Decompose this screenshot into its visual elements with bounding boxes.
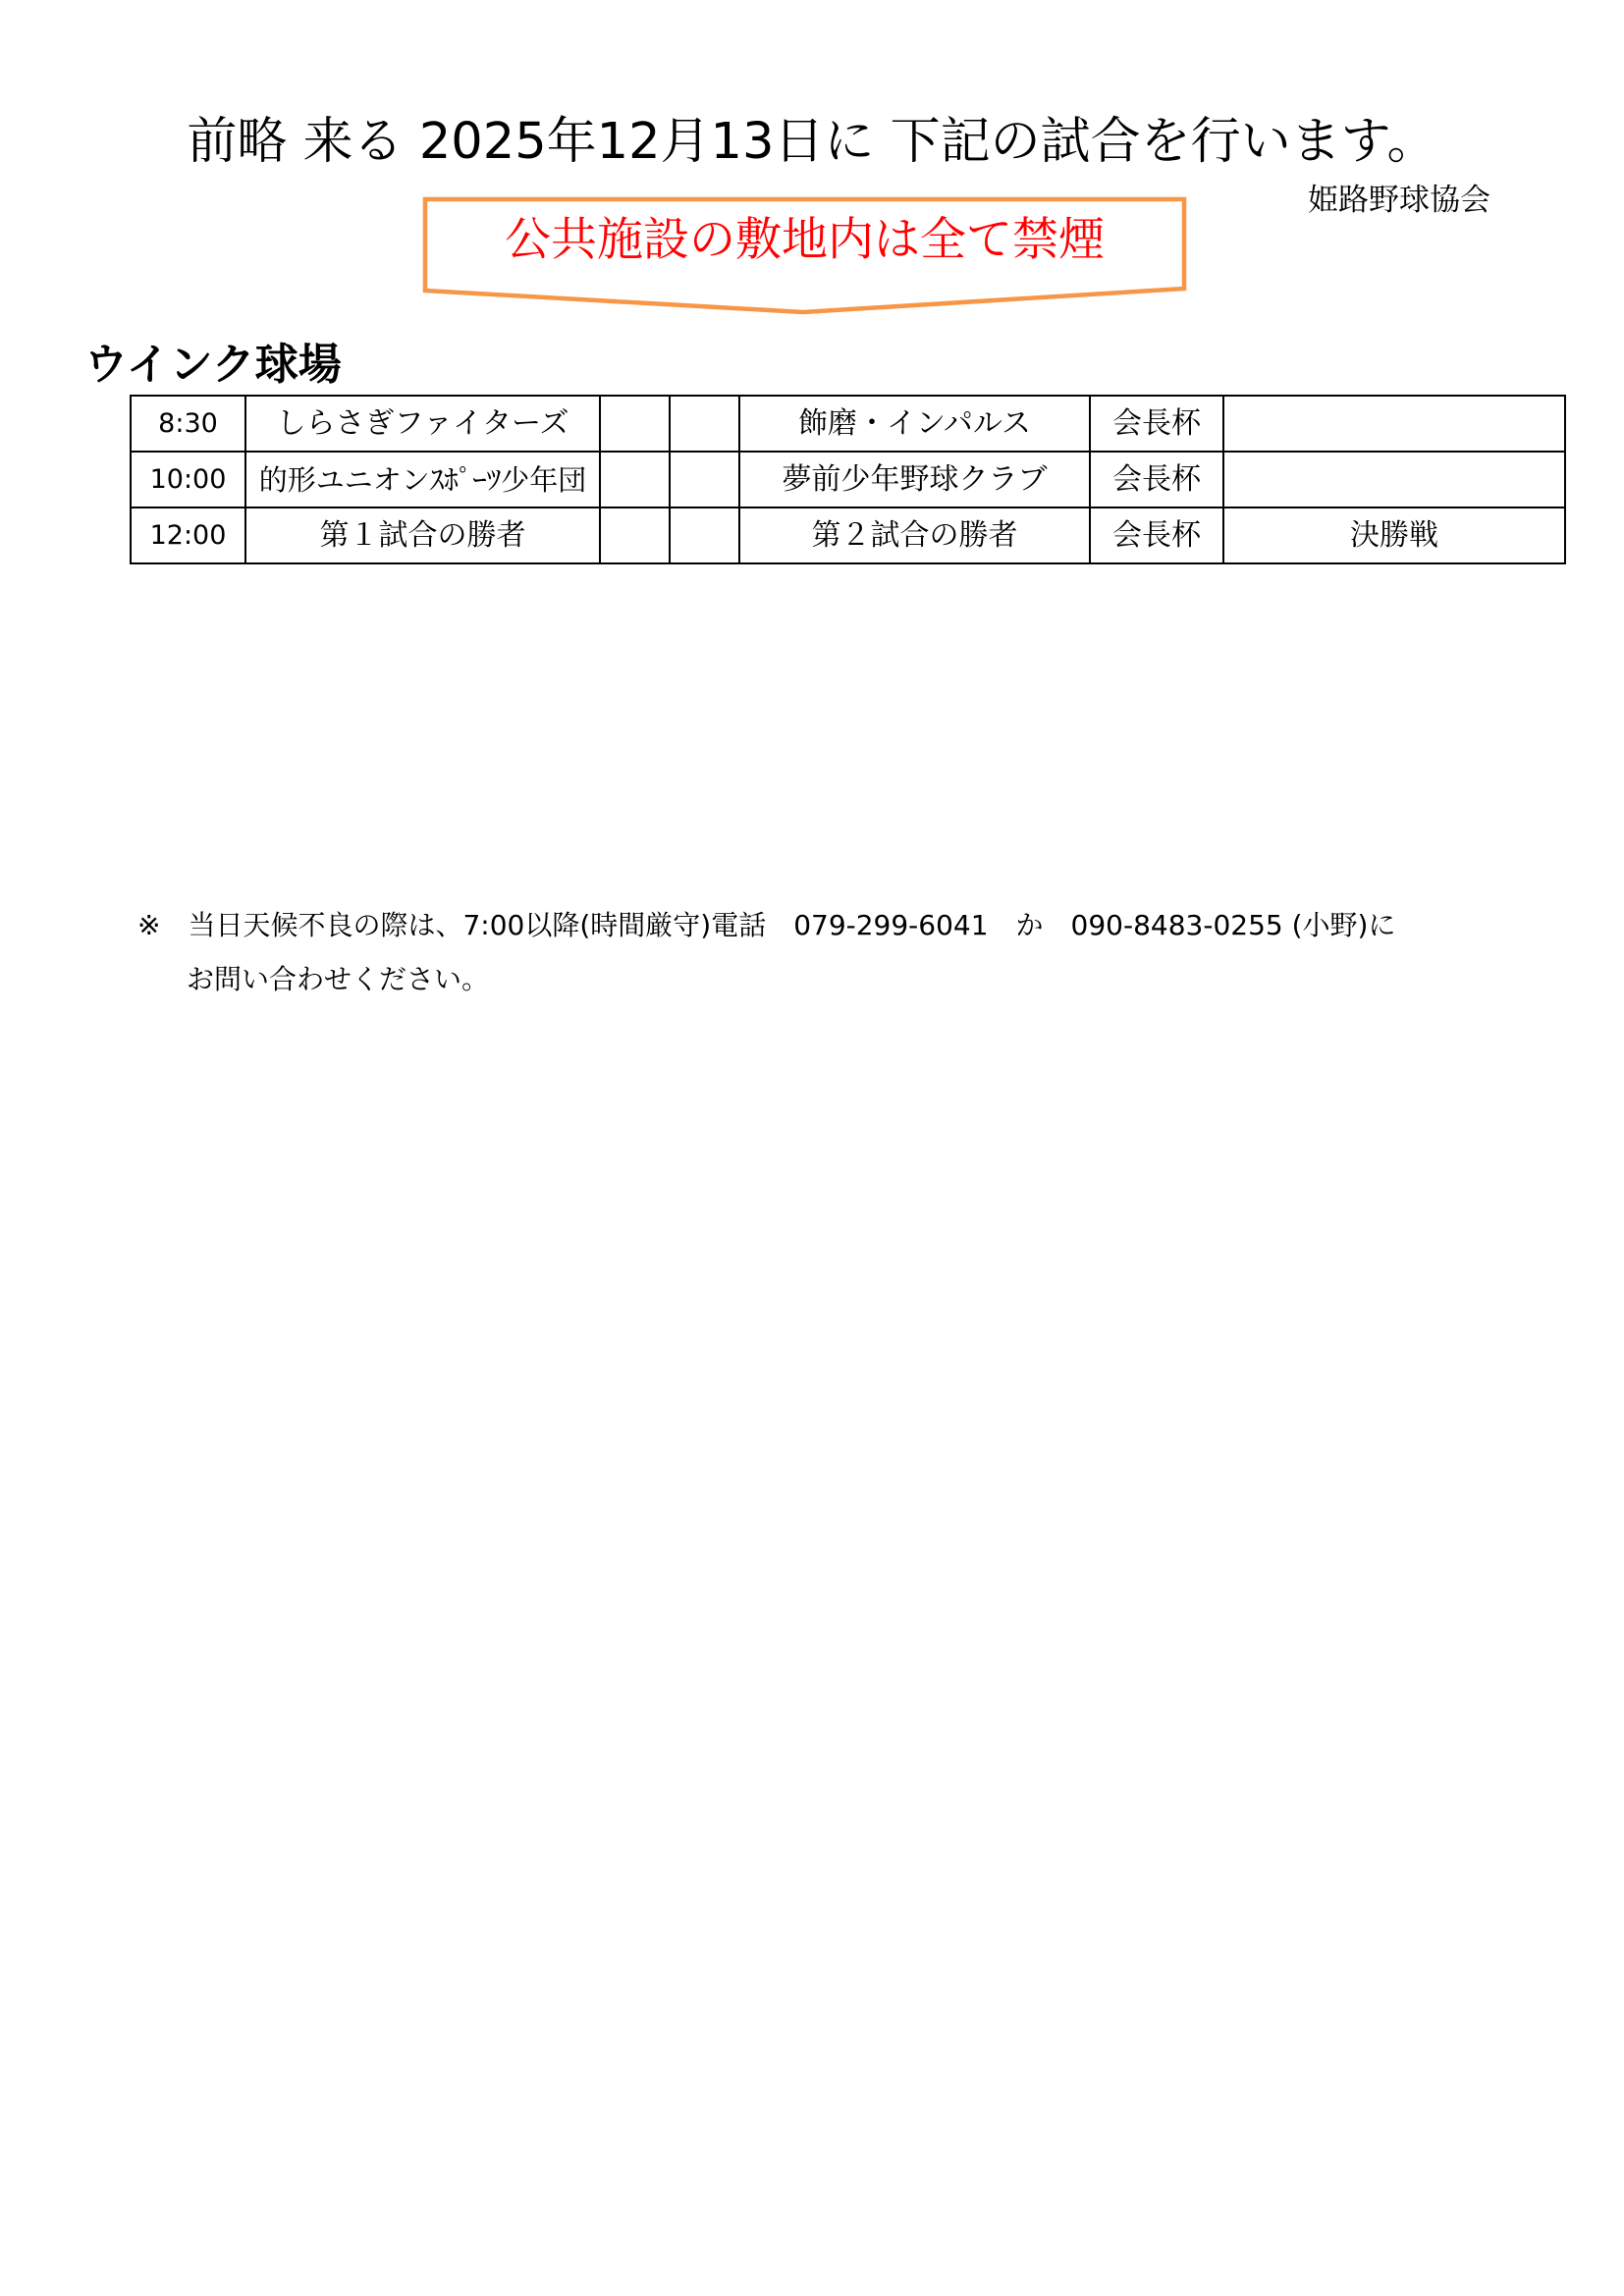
organization-name: 姫路野球協会	[1308, 183, 1490, 218]
weather-contact-notice: ※ 当日天候不良の際は、7:00以降(時間厳守)電話 079-299-6041 か 090-8483-0255 (小野)に	[137, 909, 1396, 941]
match-time: 10:00	[131, 452, 245, 507]
venue-heading: ウインク球場	[84, 340, 342, 390]
page-title: 前略 来る 2025年12月13日に 下記の試合を行います。	[187, 113, 1437, 171]
match-note	[1223, 396, 1565, 452]
match-time: 12:00	[131, 507, 245, 563]
away-team: 夢前少年野球クラブ	[739, 452, 1090, 507]
away-team: 飾磨・インパルス	[739, 396, 1090, 452]
no-smoking-banner-text: 公共施設の敷地内は全て禁煙	[505, 213, 1105, 267]
match-time: 8:30	[131, 396, 245, 452]
weather-contact-notice-continued: お問い合わせください。	[187, 963, 490, 995]
away-score-cell	[670, 452, 739, 507]
home-score-cell	[600, 396, 670, 452]
schedule-row	[131, 396, 1565, 452]
match-schedule-table	[130, 395, 1566, 564]
match-note	[1223, 452, 1565, 507]
home-team: 的形ユニオンｽﾎﾟｰﾂ少年団	[245, 452, 600, 507]
tournament-name: 会長杯	[1090, 452, 1223, 507]
away-team: 第２試合の勝者	[739, 507, 1090, 563]
schedule-row	[131, 452, 1565, 507]
schedule-row	[131, 507, 1565, 563]
away-score-cell	[670, 396, 739, 452]
away-score-cell	[670, 507, 739, 563]
tournament-name: 会長杯	[1090, 507, 1223, 563]
match-note: 決勝戦	[1223, 507, 1565, 563]
home-team: しらさぎファイターズ	[245, 396, 600, 452]
home-team: 第１試合の勝者	[245, 507, 600, 563]
home-score-cell	[600, 452, 670, 507]
home-score-cell	[600, 507, 670, 563]
tournament-name: 会長杯	[1090, 396, 1223, 452]
